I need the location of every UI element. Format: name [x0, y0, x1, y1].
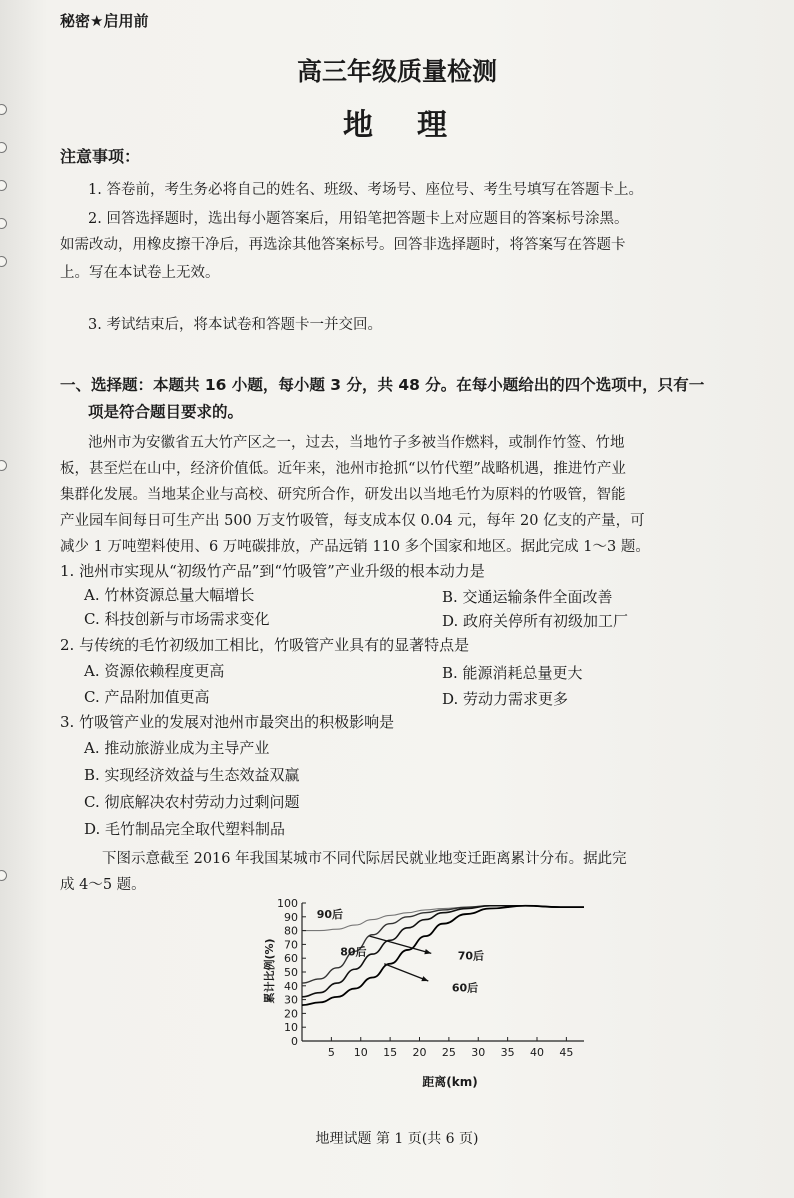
- question-1-option-c: C. 科技创新与市场需求变化: [84, 610, 270, 628]
- passage-1-line-1: 池州市为安徽省五大竹产区之一，过去，当地竹子多被当作燃料，或制作竹签、竹地: [88, 435, 625, 451]
- y-tick-label: 20: [284, 1007, 298, 1021]
- x-tick-label: 35: [500, 1046, 515, 1059]
- binding-hole-mark: [0, 460, 7, 471]
- question-3-option-a: A. 推动旅游业成为主导产业: [84, 739, 270, 757]
- y-tick-label: 0: [291, 1035, 298, 1048]
- page-footer: 地理试题 第 1 页(共 6 页): [315, 1131, 479, 1147]
- section-heading-line-1: 一、选择题：本题共 16 小题，每小题 3 分，共 48 分。在每小题给出的四个选项中，只有一: [60, 376, 705, 394]
- question-3-option-c: C. 彻底解决农村劳动力过剩问题: [84, 793, 300, 811]
- binding-hole-mark: [0, 218, 7, 229]
- x-tick-label: 40: [530, 1046, 544, 1059]
- subject-char-2: 理: [417, 108, 451, 143]
- notice-item-2-line-3: 上。写在本试卷上无效。: [60, 265, 220, 281]
- question-2-option-a: A. 资源依赖程度更高: [84, 662, 225, 680]
- x-tick-label: 45: [559, 1046, 574, 1059]
- question-3-option-d: D. 毛竹制品完全取代塑料制品: [84, 820, 286, 838]
- series-label-80后: 80后: [340, 945, 367, 959]
- y-tick-label: 10: [284, 1021, 298, 1035]
- secret-label: 秘密★启用前: [60, 12, 149, 30]
- y-tick-label: 70: [284, 938, 298, 952]
- passage-2-line-1: 下图示意截至 2016 年我国某城市不同代际居民就业地变迁距离累计分布。据此完: [102, 851, 627, 867]
- passage-1-line-3: 集群化发展。当地某企业与高校、研究所合作，研发出以当地毛竹为原料的竹吸管，智能: [60, 487, 626, 503]
- y-tick-label: 100: [277, 897, 298, 910]
- y-tick-label: 60: [284, 952, 298, 966]
- notice-heading: 注意事项：: [60, 147, 141, 166]
- notice-item-3: 3. 考试结束后，将本试卷和答题卡一并交回。: [88, 317, 382, 333]
- x-tick-label: 5: [327, 1046, 335, 1059]
- passage-1-line-5: 减少 1 万吨塑料使用、6 万吨碳排放，产品远销 110 多个国家和地区。据此完成 1～3 题。: [60, 539, 650, 555]
- subject-char-1: 地: [343, 108, 377, 143]
- x-tick-label: 10: [353, 1046, 368, 1059]
- passage-1-line-4: 产业园车间每日可生产出 500 万支竹吸管，每支成本仅 0.04 元，每年 20 亿支的产量，可: [60, 513, 645, 529]
- annotation-arrowhead: [424, 949, 431, 954]
- series-line-80后: [302, 906, 584, 983]
- notice-item-2-line-2: 如需改动，用橡皮擦干净后，再选涂其他答案标号。回答非选择题时，将答案写在答题卡: [60, 237, 626, 253]
- question-2-stem: 2. 与传统的毛竹初级加工相比，竹吸管产业具有的显著特点是: [60, 636, 470, 654]
- series-label-90后: 90后: [316, 908, 343, 922]
- question-1-option-a: A. 竹林资源总量大幅增长: [84, 586, 255, 604]
- notice-item-2-line-1: 2. 回答选择题时，选出每小题答案后，用铅笔把答题卡上对应题目的答案标号涂黑。: [88, 211, 629, 227]
- binding-hole-mark: [0, 180, 7, 191]
- y-axis-label: 累计比例(%): [263, 938, 276, 1004]
- series-label-70后: 70后: [457, 949, 484, 963]
- y-tick-label: 40: [284, 979, 298, 993]
- question-1-option-b: B. 交通运输条件全面改善: [442, 588, 613, 606]
- exam-title: 高三年级质量检测: [296, 57, 497, 86]
- x-tick-label: 15: [383, 1046, 398, 1059]
- question-3-stem: 3. 竹吸管产业的发展对池州市最突出的积极影响是: [60, 713, 395, 731]
- binding-hole-mark: [0, 870, 7, 881]
- notice-item-1: 1. 答卷前，考生务必将自己的姓名、班级、考场号、座位号、考生号填写在答题卡上。: [88, 182, 643, 198]
- annotation-arrowhead: [421, 976, 428, 981]
- y-tick-label: 50: [284, 966, 298, 979]
- x-axis-label: 距离(km): [422, 1075, 478, 1089]
- question-3-option-b: B. 实现经济效益与生态效益双赢: [84, 766, 300, 784]
- question-1-option-d: D. 政府关停所有初级加工厂: [442, 612, 629, 630]
- x-tick-label: 30: [471, 1046, 486, 1059]
- subject-title: [0, 100, 794, 144]
- question-2-option-d: D. 劳动力需求更多: [442, 690, 569, 708]
- series-label-60后: 60后: [451, 981, 479, 995]
- passage-1-line-2: 板，甚至烂在山中，经济价值低。近年来，池州市抢抓“以竹代塑”战略机遇，推进竹产业: [60, 461, 626, 477]
- binding-hole-mark: [0, 256, 7, 267]
- employment-distance-chart: [262, 893, 602, 1093]
- question-1-stem: 1. 池州市实现从“初级竹产品”到“竹吸管”产业升级的根本动力是: [60, 562, 485, 580]
- annotation-arrow: [384, 964, 428, 981]
- y-tick-label: 90: [284, 910, 298, 924]
- question-2-option-c: C. 产品附加值更高: [84, 688, 210, 706]
- section-heading-line-2: 项是符合题目要求的。: [88, 403, 244, 421]
- x-tick-label: 25: [441, 1046, 456, 1059]
- question-2-option-b: B. 能源消耗总量更大: [442, 664, 583, 682]
- x-tick-label: 20: [412, 1046, 427, 1059]
- y-tick-label: 30: [284, 993, 298, 1007]
- y-tick-label: 80: [284, 924, 298, 938]
- passage-2-line-2: 成 4～5 题。: [60, 877, 146, 893]
